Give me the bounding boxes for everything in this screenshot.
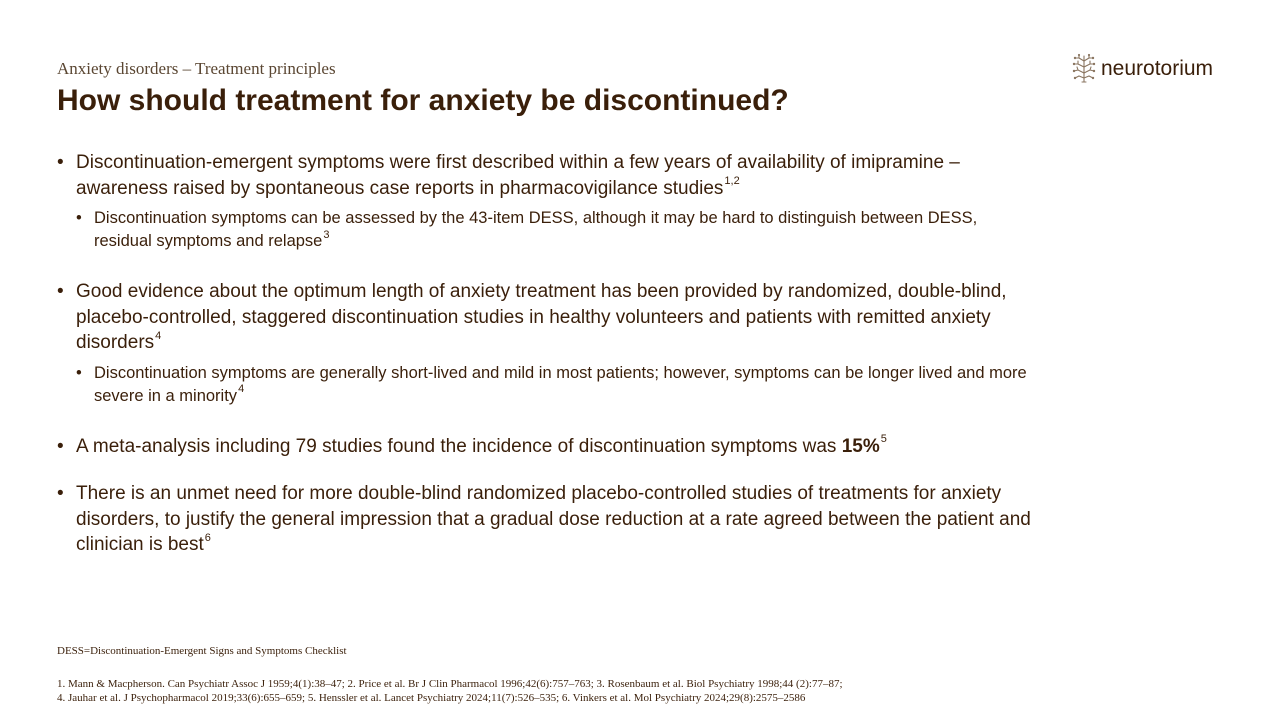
sub-bullet-text: Discontinuation symptoms can be assessed by the 43-item DESS, although it may be hard to distinguish between DESS, residual symptoms and relapse	[94, 209, 978, 250]
highlight-value: 15%	[841, 435, 880, 457]
references	[57, 677, 843, 705]
bullet-text: Discontinuation-emergent symptoms were first described within a few years of availability of imipramine – awareness raised by spontaneous case reports in pharmacovigilance studies	[76, 152, 960, 199]
citation-superscript: 6	[204, 531, 211, 544]
bullet-item	[57, 150, 1032, 201]
bullet-item	[57, 279, 1032, 356]
reference-line: 1. Mann & Macpherson. Can Psychiatr Assoc J 1959;4(1):38–47; 2. Price et al. Br J Clin Pharmacol 1996;42(6):757–763; 3. Rosenbaum et al. Biol Psychiatry 1998;44 (2):77–87;	[57, 678, 843, 690]
page-title: How should treatment for anxiety be discontinued?	[57, 84, 789, 117]
slide-body	[57, 150, 1032, 558]
neurotorium-logo[interactable]	[1071, 53, 1213, 85]
citation-superscript: 4	[155, 329, 162, 342]
brain-tree-logo-icon	[1071, 53, 1097, 85]
bullet-item	[57, 434, 1032, 460]
citation-superscript: 5	[880, 433, 887, 446]
citation-superscript: 3	[323, 228, 330, 241]
sub-bullet-item	[76, 207, 1032, 253]
bullet-text: A meta-analysis including 79 studies found the incidence of discontinuation symptoms was	[76, 435, 842, 457]
section-label: Anxiety disorders – Treatment principles	[57, 59, 336, 78]
citation-superscript: 4	[238, 383, 245, 395]
bullet-text: Good evidence about the optimum length of anxiety treatment has been provided by randomized, double-blind, placebo-controlled, staggered discontinuation studies in healthy volunteers and patients with remitted anxiety disorders	[76, 281, 1007, 353]
abbreviation-note: DESS=Discontinuation-Emergent Signs and Symptoms Checklist	[57, 645, 347, 657]
logo-text: neurotorium	[1101, 57, 1214, 80]
sub-bullet-text: Discontinuation symptoms are generally short-lived and mild in most patients; however, symptoms can be longer lived and more severe in a minority	[94, 363, 1027, 405]
bullet-text: There is an unmet need for more double-blind randomized placebo-controlled studies of treatments for anxiety disorders, to justify the general impression that a gradual dose reduction at a rate agreed between the patient and clinician is best	[76, 483, 1031, 555]
citation-superscript: 1,2	[724, 175, 740, 188]
reference-line: 4. Jauhar et al. J Psychopharmacol 2019;33(6):655–659; 5. Henssler et al. Lancet Psychiatry 2024;11(7):526–535; 6. Vinkers et al. Mol Psychiatry 2024;29(8):2575–2586	[57, 692, 806, 704]
bullet-item	[57, 481, 1032, 558]
sub-bullet-item	[76, 362, 1032, 408]
